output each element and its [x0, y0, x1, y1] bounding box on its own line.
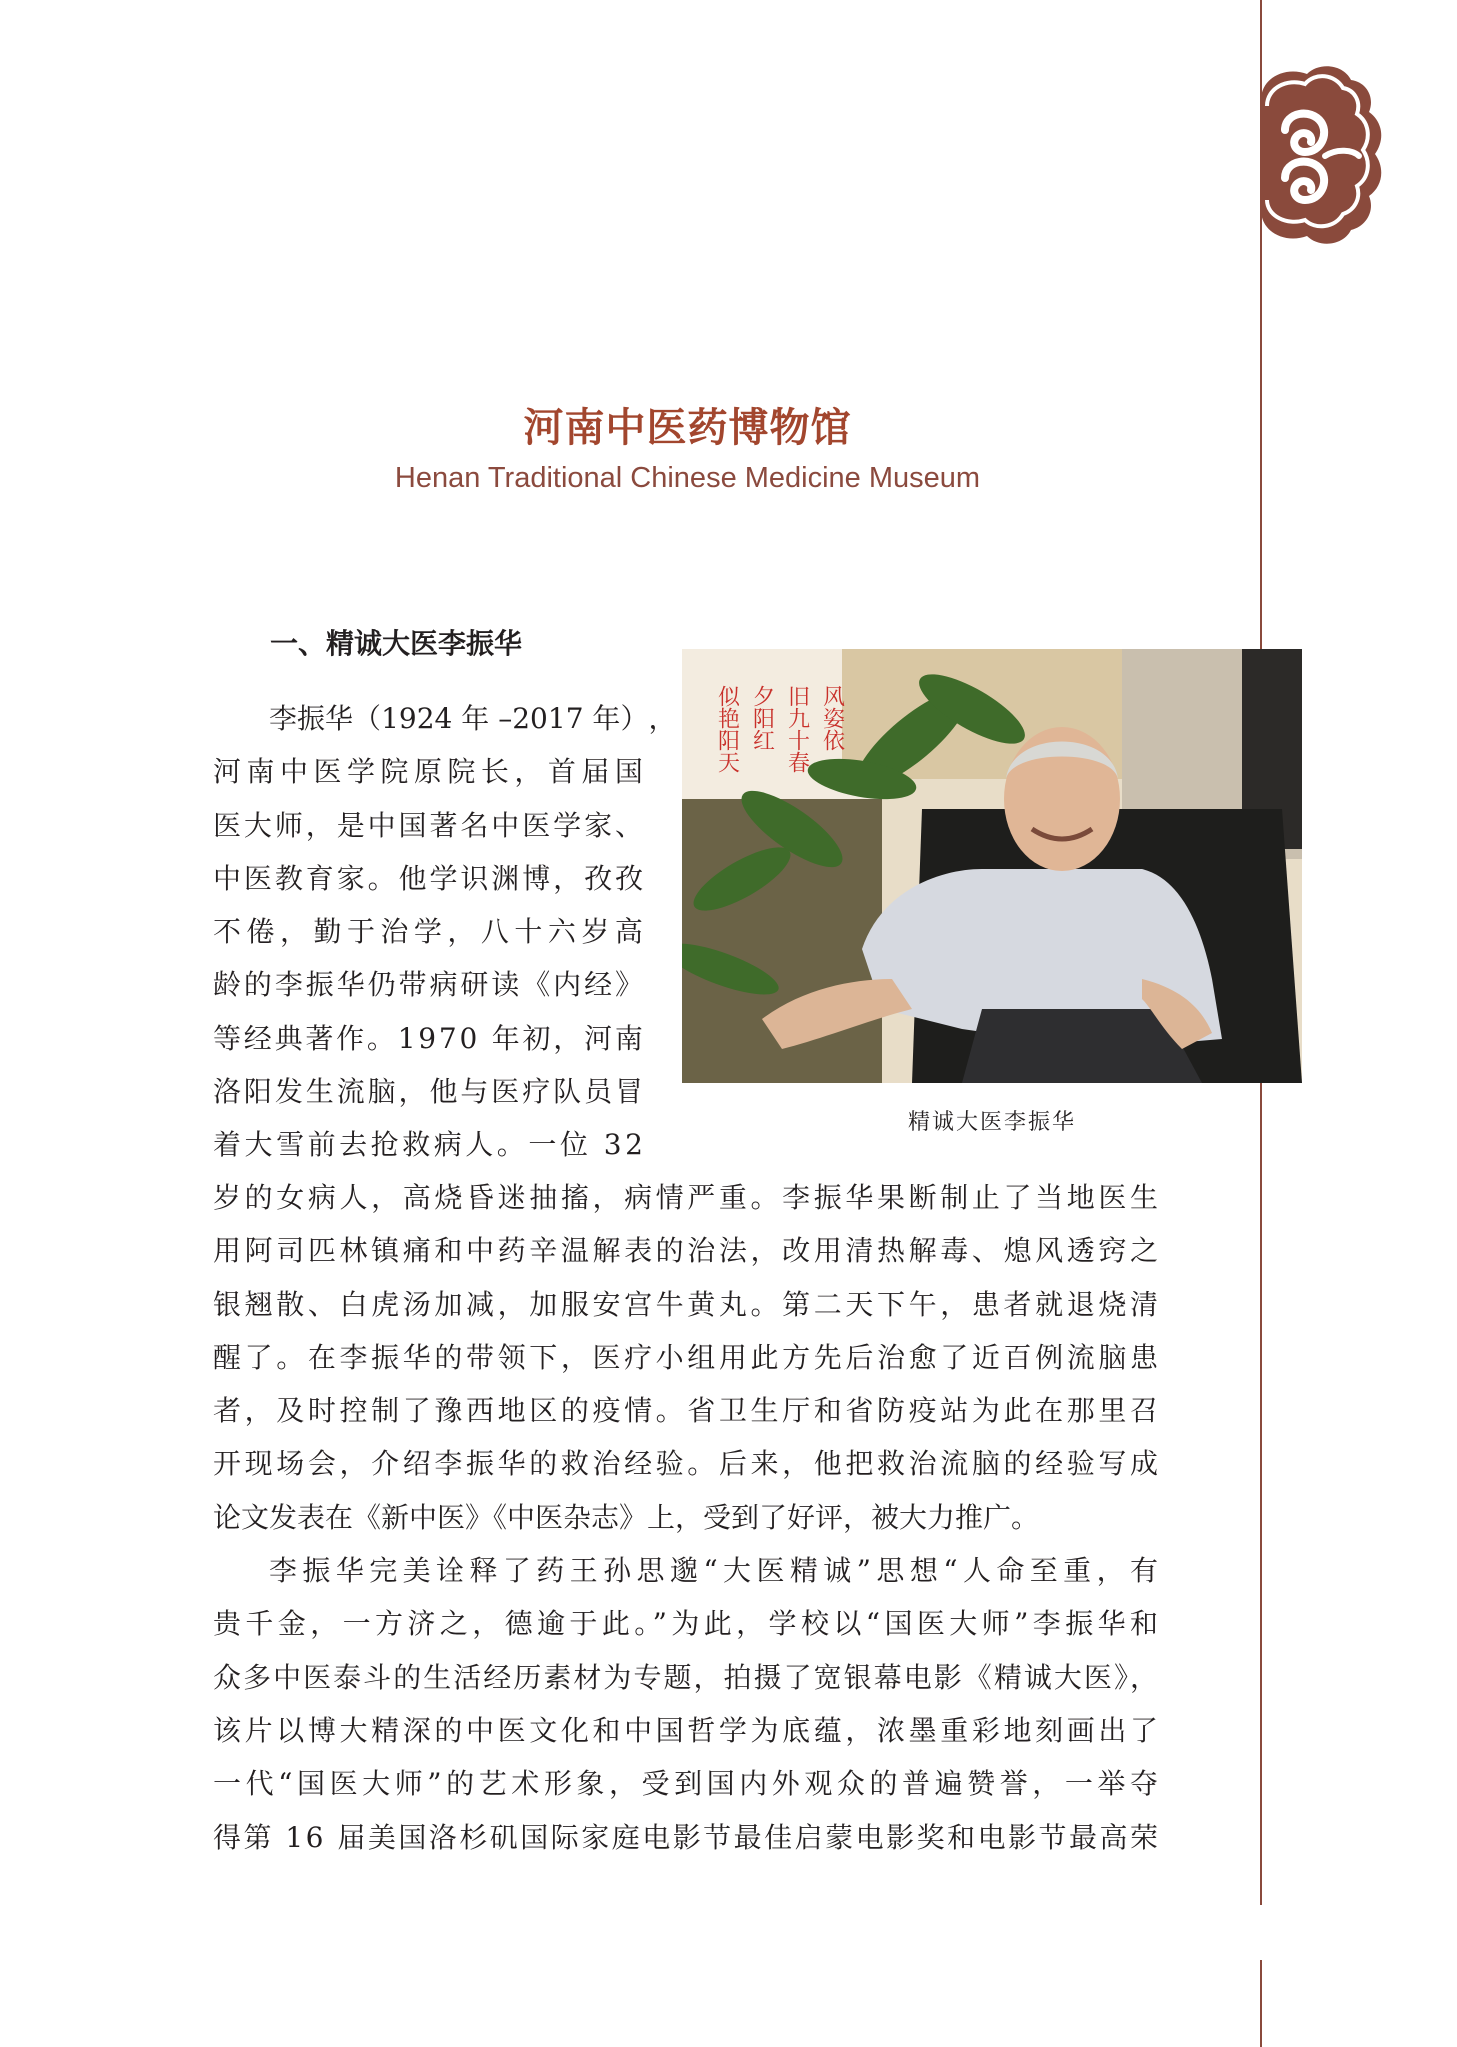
paragraph-line: 开现场会，介绍李振华的救治经验。后来，他把救治流脑的经验写成	[213, 1447, 1162, 1481]
body-text-block	[213, 1171, 1164, 1864]
photo-caption: 精诚大医李振华	[907, 1110, 1076, 1135]
paragraph-line: 河 南 中 医 学 院 原 院 长 ， 首 届 国	[213, 755, 643, 789]
page-edge-rule-bottom	[1260, 1960, 1262, 2047]
page-title: 河南中医药博物馆	[523, 405, 852, 451]
paragraph-line: 龄 的 李 振 华 仍 带 病 研 读 《 内 经 》	[213, 968, 643, 1002]
paragraph-line: 一代“国医大师”的艺术形象，受到国内外观众的普遍赞誉，一举夺	[213, 1767, 1163, 1801]
paragraph-line: 中 医 教 育 家 。 他 学 识 渊 博 ， 孜 孜	[213, 861, 643, 895]
cloud-ornament-icon	[1255, 60, 1385, 250]
calligraphy-col-4: 似艳阳天	[714, 685, 740, 773]
paragraph-line: 李振华完美诠释了药王孙思邈“大医精诚”思想“人命至重，有	[269, 1554, 1164, 1588]
calligraphy-col-2: 旧九十春	[784, 685, 810, 773]
paragraph-line: 众多中医泰斗的生活经历素材为专题，拍摄了宽银幕电影《精诚大医》，	[213, 1660, 1161, 1694]
calligraphy-col-3: 夕阳红	[749, 685, 775, 751]
calligraphy-col-1: 风姿依	[819, 685, 845, 751]
section-heading: 一、精诚大医李振华	[270, 627, 523, 660]
paragraph-line: 该片以博大精深的中医文化和中国哲学为底蕴，浓墨重彩地刻画出了	[213, 1713, 1162, 1747]
paragraph-line: 等 经 典 著 作 。 1 9 7 0 年 初 ， 河 南	[213, 1021, 643, 1055]
paragraph-line: 着 大 雪 前 去 抢 救 病 人 。 一 位 3 2	[213, 1128, 643, 1162]
paragraph-line: 贵千金，一方济之，德逾于此。”为此，学校以“国医大师”李振华和	[213, 1607, 1163, 1641]
paragraph-line: 不 倦 ， 勤 于 治 学 ， 八 十 六 岁 高	[213, 915, 643, 949]
paragraph-line: 洛 阳 发 生 流 脑 ， 他 与 医 疗 队 员 冒	[213, 1075, 643, 1109]
paragraph-line: 医 大 师 ， 是 中 国 著 名 中 医 学 家 、	[213, 808, 643, 842]
paragraph-line: 岁的女病人，高烧昏迷抽搐，病情严重。李振华果断制止了当地医生	[213, 1181, 1162, 1214]
paragraph-1-wrap-block	[213, 692, 677, 1172]
paragraph-line: 李 振 华 （ 1 9 2 4 年 – 2 0 1 7 年 ） ，	[269, 702, 677, 735]
paragraph-line: 得第 16 届美国洛杉矶国际家庭电影节最佳启蒙电影奖和电影节最高荣	[213, 1820, 1161, 1854]
portrait-photo	[682, 649, 1302, 1083]
paragraph-line: 者，及时控制了豫西地区的疫情。省卫生厅和省防疫站为此在那里召	[213, 1394, 1162, 1428]
paragraph-line: 银翘散、白虎汤加减，加服安宫牛黄丸。第二天下午，患者就退烧清	[213, 1287, 1162, 1321]
paragraph-line: 醒了。在李振华的带领下，医疗小组用此方先后治愈了近百例流脑患	[213, 1340, 1162, 1374]
paragraph-line: 用阿司匹林镇痛和中药辛温解表的治法，改用清热解毒、熄风透窍之	[213, 1234, 1162, 1268]
paragraph-line: 论文发表在《新中医》《中医杂志》上，受到了好评，被大力推广。	[213, 1500, 1040, 1534]
page-subtitle-english: Henan Traditional Chinese Medicine Museum	[394, 462, 981, 494]
